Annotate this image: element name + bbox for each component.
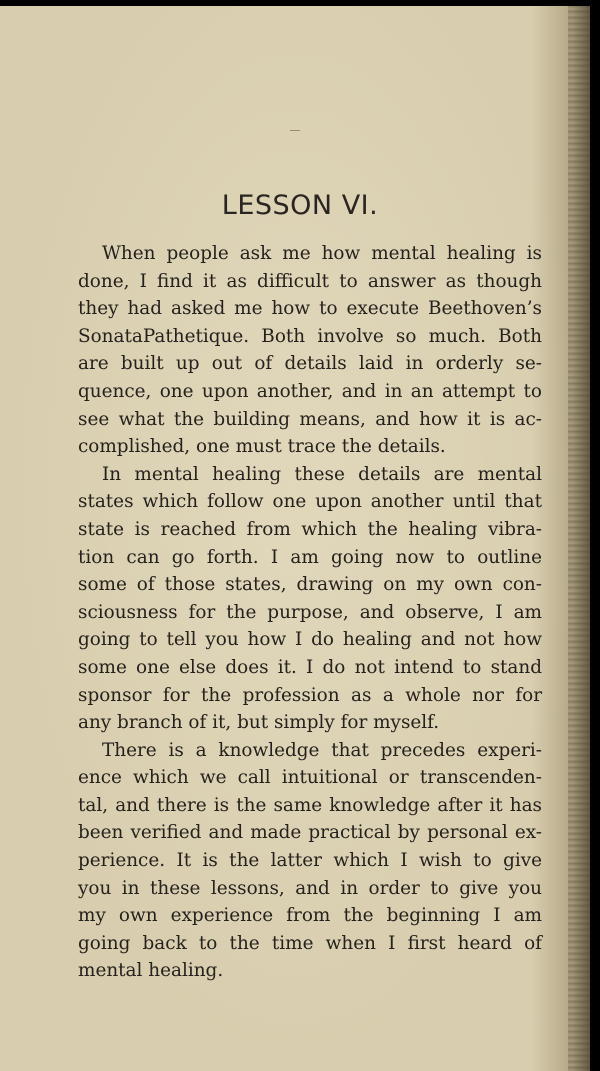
- text-line: they had asked me how to execute Beethoven’s: [78, 298, 542, 320]
- text-line: some one else does it. I do not intend to stand: [78, 656, 542, 678]
- text-line: complished, one must trace the details.: [78, 436, 446, 458]
- text-line: There is a knowledge that precedes experi-: [102, 739, 542, 761]
- paragraph-3: [78, 737, 542, 985]
- paragraph-1: [78, 240, 542, 461]
- text-line: state is reached from which the healing vibra-: [78, 518, 542, 540]
- lesson-body: [78, 240, 542, 985]
- paragraph-2: [78, 461, 542, 737]
- page-mark: [290, 130, 300, 131]
- text-line: tal, and there is the same knowledge after it has: [78, 794, 542, 816]
- text-line: In mental healing these details are mental: [102, 463, 542, 485]
- text-line: perience. It is the latter which I wish to give: [78, 850, 542, 872]
- text-line: states which follow one upon another until that: [78, 491, 542, 513]
- text-line: sponsor for the profession as a whole nor for: [78, 684, 542, 706]
- lesson-heading: LESSON VI.: [221, 190, 379, 221]
- text-line: tion can go forth. I am going now to outline: [78, 546, 542, 568]
- text-line: been verified and made practical by personal ex-: [78, 822, 542, 844]
- text-line: mental healing.: [78, 960, 224, 982]
- text-line: going to tell you how I do healing and not how: [78, 629, 542, 651]
- text-line: sciousness for the purpose, and observe, I am: [78, 601, 542, 623]
- text-line: any branch of it, but simply for myself.: [78, 712, 440, 734]
- text-line: When people ask me how mental healing is: [102, 243, 542, 264]
- text-line: see what the building means, and how it is ac-: [78, 408, 542, 430]
- text-line: ence which we call intuitional or transcenden-: [78, 767, 542, 789]
- text-line: you in these lessons, and in order to give you: [78, 877, 542, 899]
- text-line: some of those states, drawing on my own con-: [78, 574, 542, 596]
- text-line: my own experience from the beginning I am: [78, 905, 542, 927]
- text-line: going back to the time when I first heard of: [78, 932, 542, 954]
- text-line: quence, one upon another, and in an attempt to: [78, 380, 542, 402]
- text-line: are built up out of details laid in orderly se-: [78, 353, 542, 375]
- text-line: SonataPathetique. Both involve so much. Both: [78, 325, 542, 347]
- text-line: done, I find it as difficult to answer as though: [78, 270, 542, 292]
